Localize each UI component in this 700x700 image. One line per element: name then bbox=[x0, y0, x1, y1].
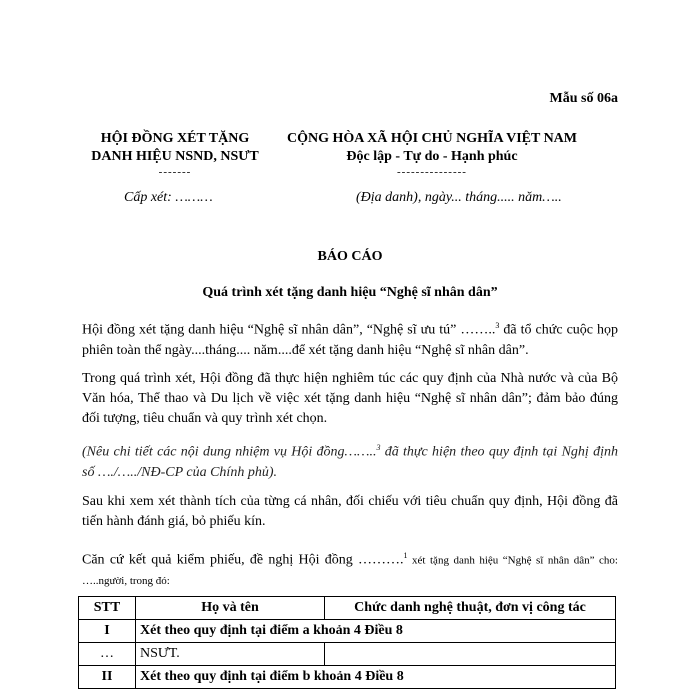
paragraph-details-note bbox=[82, 438, 618, 483]
row-stt: II bbox=[79, 666, 136, 689]
footnote-ref: 1 bbox=[403, 551, 408, 560]
place-date: (Địa danh), ngày... tháng..... năm….. bbox=[356, 190, 562, 205]
national-separator: --------------- bbox=[397, 166, 467, 178]
national-motto: Độc lập - Tự do - Hạnh phúc bbox=[346, 149, 518, 164]
header-stt: STT bbox=[79, 597, 136, 620]
nominee-table bbox=[78, 596, 616, 689]
table-row-section-b bbox=[79, 666, 616, 689]
header-name: Họ và tên bbox=[136, 597, 325, 620]
paragraph-note-text-b: đã thực hiện theo quy định tại Nghị định số …./…../NĐ-CP của Chính phủ). bbox=[82, 444, 619, 480]
row-name: NSƯT. bbox=[136, 643, 325, 666]
paragraph-meeting-text-a: Hội đồng xét tặng danh hiệu “Nghệ sĩ nhân dân”, “Nghệ sĩ ưu tú” …….. bbox=[82, 322, 496, 338]
paragraph-process: Trong quá trình xét, Hội đồng đã thực hiện nghiêm túc các quy định của Nhà nước và của Bộ Văn hóa, Thể thao và Du lịch về việc xét tặng danh hiệu “Nghệ sĩ nhân dân”; đảm bảo đúng đối tượng, tiêu chuẩn và quy trình xét chọn. bbox=[82, 371, 618, 426]
row-stt: … bbox=[79, 643, 136, 666]
national-header bbox=[262, 130, 602, 178]
table-row-section-a bbox=[79, 620, 616, 643]
table-header-row bbox=[79, 597, 616, 620]
table-row bbox=[79, 643, 616, 666]
paragraph-proposal-text-b: xét tặng danh hiệu “Nghệ sĩ nhân dân” cho: …..người, trong đó: bbox=[82, 554, 618, 587]
council-name-line1: HỘI ĐỒNG XÉT TẶNG bbox=[100, 131, 250, 146]
council-separator: ------- bbox=[158, 166, 192, 178]
national-title: CỘNG HÒA XÃ HỘI CHỦ NGHĨA VIỆT NAM bbox=[286, 131, 577, 146]
paragraph-meeting bbox=[82, 316, 618, 361]
paragraph-proposal bbox=[82, 546, 618, 591]
footnote-ref: 3 bbox=[495, 321, 500, 330]
review-level: Cấp xét: ……… bbox=[124, 190, 213, 205]
paragraph-note-text-a: (Nêu chi tiết các nội dung nhiệm vụ Hội đồng…….. bbox=[82, 444, 377, 460]
section-heading: Xét theo quy định tại điểm a khoản 4 Điều 8 bbox=[136, 620, 616, 643]
council-header bbox=[70, 130, 280, 178]
report-subtitle: Quá trình xét tặng danh hiệu “Nghệ sĩ nhân dân” bbox=[202, 285, 498, 300]
row-title-unit bbox=[325, 643, 616, 666]
paragraph-meeting-text-b: đã tổ chức cuộc họp phiên toàn thể ngày....tháng.... năm....để xét tặng danh hiệu “Nghệ sĩ nhân dân”. bbox=[82, 322, 619, 358]
council-name-line2: DANH HIỆU NSND, NSƯT bbox=[91, 149, 259, 164]
row-stt: I bbox=[79, 620, 136, 643]
footnote-ref: 3 bbox=[376, 443, 381, 452]
paragraph-proposal-text-a: Căn cứ kết quả kiểm phiếu, đề nghị Hội đồng ………. bbox=[82, 552, 404, 568]
section-heading: Xét theo quy định tại điểm b khoản 4 Điều 8 bbox=[136, 666, 616, 689]
report-title: BÁO CÁO bbox=[317, 249, 383, 264]
paragraph-evaluation: Sau khi xem xét thành tích của từng cá nhân, đối chiếu với tiêu chuẩn quy định, Hội đồng đã tiến hành đánh giá, bỏ phiếu kín. bbox=[82, 494, 618, 529]
header-title-unit: Chức danh nghệ thuật, đơn vị công tác bbox=[325, 597, 616, 620]
form-number: Mẫu số 06a bbox=[549, 91, 618, 106]
